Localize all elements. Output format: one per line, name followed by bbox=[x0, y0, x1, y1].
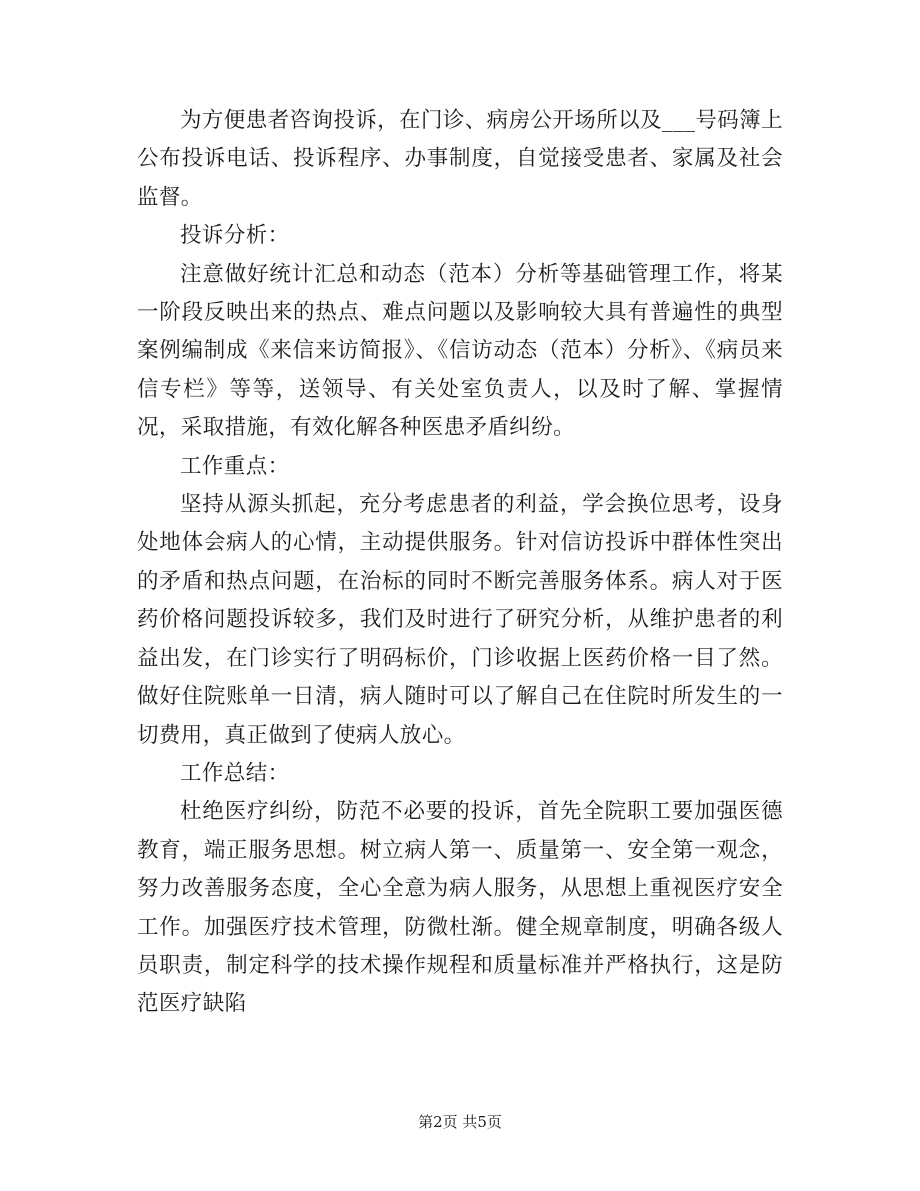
paragraph-work-summary: 杜绝医疗纠纷，防范不必要的投诉，首先全院职工要加强医德教育，端正服务思想。树立病人第一、质量第一、安全第一观念，努力改善服务态度，全心全意为病人服务，从思想上重视医疗安全工作。加强医疗技术管理，防微杜渐。健全规章制度，明确各级人员职责，制定科学的技术操作规程和质量标准并严格执行，这是防范医疗缺陷 bbox=[137, 799, 783, 1017]
page-number-footer: 第2页 共5页 bbox=[418, 1113, 502, 1131]
paragraph-work-focus: 坚持从源头抓起，充分考虑患者的利益，学会换位思考，设身处地体会病人的心情，主动提供服务。针对信访投诉中群体性突出的矛盾和热点问题，在治标的同时不断完善服务体系。病人对于医药价格问题投诉较多，我们及时进行了研究分析，从维护患者的利益出发，在门诊实行了明码标价，门诊收据上医药价格一目了然。做好住院账单一日清，病人随时可以了解自己在住院时所发生的一切费用，真正做到了使病人放心。 bbox=[137, 492, 783, 748]
paragraph-public-complaint-channels: 为方便患者咨询投诉，在门诊、病房公开场所以及___号码簿上公布投诉电话、投诉程序、办事制度，自觉接受患者、家属及社会监督。 bbox=[137, 108, 783, 210]
heading-work-focus: 工作重点： bbox=[180, 453, 290, 479]
heading-complaint-analysis: 投诉分析： bbox=[180, 223, 290, 249]
document-body bbox=[137, 102, 783, 1024]
heading-work-summary: 工作总结： bbox=[180, 760, 290, 786]
paragraph-complaint-analysis: 注意做好统计汇总和动态（范本）分析等基础管理工作，将某一阶段反映出来的热点、难点问题以及影响较大具有普遍性的典型案例编制成《来信来访简报》、《信访动态（范本）分析》、《病员来信专栏》等等，送领导、有关处室负责人，以及时了解、掌握情况，采取措施，有效化解各种医患矛盾纠纷。 bbox=[137, 261, 783, 441]
